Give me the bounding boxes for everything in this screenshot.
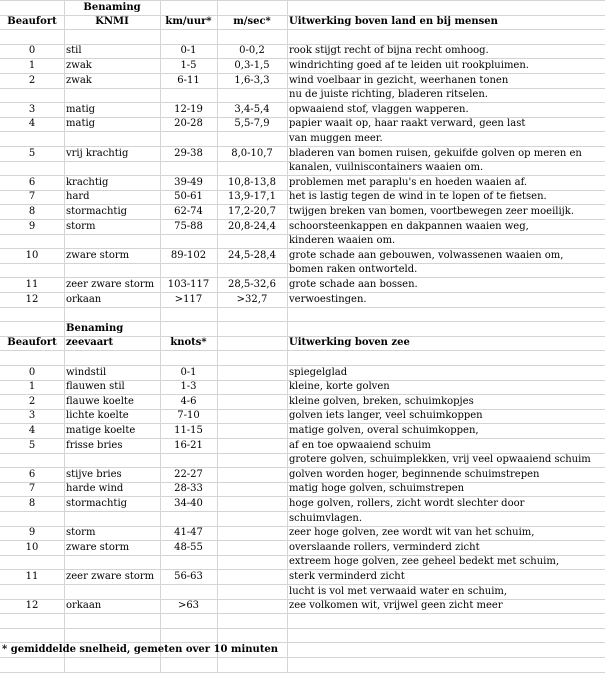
effect-zee: golven iets langer, veel schuimkoppen bbox=[289, 410, 483, 422]
kmh-range: 0-1 bbox=[180, 45, 197, 57]
knots-range: 41-47 bbox=[174, 527, 203, 539]
zeevaart-name: flauwe koelte bbox=[66, 395, 134, 407]
ms-range: >32,7 bbox=[236, 293, 268, 305]
kmh-range: 6-11 bbox=[177, 74, 200, 86]
effect-zee: spiegelglad bbox=[289, 366, 348, 378]
knmi-name: zwak bbox=[66, 74, 92, 86]
gridline-horizontal bbox=[0, 672, 605, 673]
effect-zee: kleine, korte golven bbox=[289, 381, 390, 393]
ms-range: 8,0-10,7 bbox=[231, 147, 273, 159]
kmh-range: 20-28 bbox=[174, 118, 203, 130]
beaufort-number-zee: 4 bbox=[28, 424, 36, 436]
effect-zee: matige golven, overal schuimkoppen, bbox=[289, 424, 479, 436]
kmh-range: 62-74 bbox=[174, 205, 203, 217]
ms-range: 10,8-13,8 bbox=[228, 176, 276, 188]
effect-zee: schuimvlagen. bbox=[289, 512, 363, 524]
footnote: * gemiddelde snelheid, gemeten over 10 minuten bbox=[2, 643, 279, 655]
knmi-name: matig bbox=[66, 118, 96, 130]
zeevaart-name: matige koelte bbox=[66, 424, 136, 436]
kmh-range: 89-102 bbox=[170, 249, 207, 261]
effect-land: opwaaiend stof, vlaggen wapperen. bbox=[289, 103, 469, 115]
ms-range: 24,5-28,4 bbox=[228, 249, 276, 261]
effect-land: papier waait op, haar raakt verward, geen last bbox=[289, 118, 526, 130]
beaufort-number: 0 bbox=[28, 45, 36, 57]
knmi-name: zeer zware storm bbox=[66, 278, 155, 290]
beaufort-number: 10 bbox=[25, 249, 39, 261]
beaufort-number-zee: 5 bbox=[28, 439, 36, 451]
header-beaufort-zee: Beaufort bbox=[7, 337, 57, 349]
zeevaart-name: zeer zware storm bbox=[66, 570, 155, 582]
knmi-name: orkaan bbox=[66, 293, 102, 305]
effect-land: grote schade aan bossen. bbox=[289, 278, 418, 290]
kmh-range: 39-49 bbox=[174, 176, 203, 188]
effect-land: wind voelbaar in gezicht, weerhanen tonen bbox=[289, 74, 509, 86]
beaufort-number: 5 bbox=[28, 147, 36, 159]
effect-land: bladeren van bomen ruisen, gekuifde golven op meren en bbox=[289, 147, 582, 159]
effect-land: bomen raken ontworteld. bbox=[289, 264, 418, 276]
knmi-name: stil bbox=[66, 45, 82, 57]
knots-range: 0-1 bbox=[180, 366, 197, 378]
zeevaart-name: stijve bries bbox=[66, 468, 122, 480]
effect-zee: sterk verminderd zicht bbox=[289, 570, 405, 582]
ms-range: 28,5-32,6 bbox=[228, 278, 276, 290]
zeevaart-name: frisse bries bbox=[66, 439, 123, 451]
beaufort-number: 8 bbox=[28, 205, 36, 217]
zeevaart-name: zware storm bbox=[66, 541, 130, 553]
effect-zee: matig hoge golven, schuimstrepen bbox=[289, 483, 465, 495]
beaufort-number: 3 bbox=[28, 103, 36, 115]
beaufort-number: 11 bbox=[25, 278, 39, 290]
ms-range: 3,4-5,4 bbox=[234, 103, 270, 115]
ms-range: 0,3-1,5 bbox=[234, 59, 270, 71]
header-beaufort: Beaufort bbox=[7, 16, 57, 28]
beaufort-number-zee: 1 bbox=[28, 381, 36, 393]
beaufort-number: 12 bbox=[25, 293, 39, 305]
ms-range: 20,8-24,4 bbox=[228, 220, 276, 232]
knmi-name: stormachtig bbox=[66, 205, 128, 217]
effect-zee: lucht is vol met verwaaid water en schuim, bbox=[289, 585, 508, 597]
beaufort-number-zee: 9 bbox=[28, 527, 36, 539]
knmi-name: matig bbox=[66, 103, 96, 115]
beaufort-number: 6 bbox=[28, 176, 36, 188]
beaufort-number: 7 bbox=[28, 191, 36, 203]
knots-range: 22-27 bbox=[174, 468, 203, 480]
beaufort-number: 4 bbox=[28, 118, 36, 130]
header-knots: knots* bbox=[170, 337, 207, 349]
beaufort-number: 1 bbox=[28, 59, 36, 71]
header-knmi: KNMI bbox=[95, 16, 129, 28]
zeevaart-name: harde wind bbox=[66, 483, 124, 495]
ms-range: 0-0,2 bbox=[239, 45, 265, 57]
beaufort-number-zee: 11 bbox=[25, 570, 39, 582]
knots-range: 11-15 bbox=[174, 424, 203, 436]
knmi-name: krachtig bbox=[66, 176, 109, 188]
knots-range: 28-33 bbox=[174, 483, 203, 495]
knots-range: 56-63 bbox=[174, 570, 203, 582]
ms-range: 17,2-20,7 bbox=[228, 205, 276, 217]
effect-zee: overslaande rollers, verminderd zicht bbox=[289, 541, 480, 553]
effect-land: schoorsteenkappen en dakpannen waaien weg, bbox=[289, 220, 529, 232]
effect-zee: golven worden hoger, beginnende schuimstrepen bbox=[289, 468, 540, 480]
kmh-range: 50-61 bbox=[174, 191, 203, 203]
beaufort-number-zee: 0 bbox=[28, 366, 36, 378]
knmi-name: zware storm bbox=[66, 249, 130, 261]
effect-land: problemen met paraplu's en hoeden waaien af. bbox=[289, 176, 528, 188]
beaufort-number: 9 bbox=[28, 220, 36, 232]
knmi-name: hard bbox=[66, 191, 90, 203]
effect-land: grote schade aan gebouwen, volwassenen waaien om, bbox=[289, 249, 564, 261]
kmh-range: 1-5 bbox=[180, 59, 197, 71]
knots-range: 1-3 bbox=[180, 381, 197, 393]
effect-land: het is lastig tegen de wind in te lopen of te fietsen. bbox=[289, 191, 547, 203]
zeevaart-name: storm bbox=[66, 527, 96, 539]
zeevaart-name: windstil bbox=[66, 366, 107, 378]
beaufort-number: 2 bbox=[28, 74, 36, 86]
knots-range: 34-40 bbox=[174, 497, 203, 509]
gridline-horizontal bbox=[0, 628, 605, 629]
effect-land: verwoestingen. bbox=[289, 293, 367, 305]
knots-range: 48-55 bbox=[174, 541, 203, 553]
knots-range: 16-21 bbox=[174, 439, 203, 451]
beaufort-number-zee: 12 bbox=[25, 600, 39, 612]
header-benaming-zee: Benaming bbox=[66, 322, 124, 334]
kmh-range: 29-38 bbox=[174, 147, 203, 159]
beaufort-number-zee: 8 bbox=[28, 497, 36, 509]
header-uitwerking-zee: Uitwerking boven zee bbox=[289, 337, 410, 349]
effect-zee: zee volkomen wit, vrijwel geen zicht meer bbox=[289, 600, 503, 612]
effect-zee: af en toe opwaaiend schuim bbox=[289, 439, 431, 451]
beaufort-number-zee: 2 bbox=[28, 395, 36, 407]
ms-range: 5,5-7,9 bbox=[234, 118, 270, 130]
ms-range: 13,9-17,1 bbox=[228, 191, 276, 203]
zeevaart-name: orkaan bbox=[66, 600, 102, 612]
beaufort-number-zee: 7 bbox=[28, 483, 36, 495]
zeevaart-name: stormachtig bbox=[66, 497, 128, 509]
ms-range: 1,6-3,3 bbox=[234, 74, 270, 86]
kmh-range: 103-117 bbox=[167, 278, 210, 290]
header-kmuur: km/uur* bbox=[165, 16, 212, 28]
effect-zee: kleine golven, breken, schuimkopjes bbox=[289, 395, 474, 407]
kmh-range: 12-19 bbox=[174, 103, 203, 115]
effect-land: nu de juiste richting, bladeren ritselen. bbox=[289, 89, 488, 101]
effect-zee: extreem hoge golven, zee geheel bedekt met schuim, bbox=[289, 556, 560, 568]
kmh-range: 75-88 bbox=[174, 220, 203, 232]
effect-zee: grotere golven, schuimplekken, vrij veel opwaaiend schuim bbox=[289, 454, 591, 466]
beaufort-number-zee: 6 bbox=[28, 468, 36, 480]
knmi-name: vrij krachtig bbox=[66, 147, 129, 159]
effect-land: van muggen meer. bbox=[289, 132, 383, 144]
zeevaart-name: lichte koelte bbox=[66, 410, 129, 422]
header-msec: m/sec* bbox=[233, 16, 271, 28]
knmi-name: zwak bbox=[66, 59, 92, 71]
knmi-name: storm bbox=[66, 220, 96, 232]
effect-land: kanalen, vuilniscontainers waaien om. bbox=[289, 162, 484, 174]
knots-range: 4-6 bbox=[180, 395, 197, 407]
effect-land: windrichting goed af te leiden uit rookpluimen. bbox=[289, 59, 529, 71]
effect-land: rook stijgt recht of bijna recht omhoog. bbox=[289, 45, 489, 57]
beaufort-number-zee: 3 bbox=[28, 410, 36, 422]
effect-zee: hoge golven, rollers, zicht wordt slechter door bbox=[289, 497, 525, 509]
header-uitwerking-land: Uitwerking boven land en bij mensen bbox=[289, 16, 498, 28]
zeevaart-name: flauwen stil bbox=[66, 381, 125, 393]
beaufort-number-zee: 10 bbox=[25, 541, 39, 553]
kmh-range: >117 bbox=[174, 293, 203, 305]
knots-range: 7-10 bbox=[177, 410, 200, 422]
header-benaming: Benaming bbox=[83, 1, 141, 13]
knots-range: >63 bbox=[177, 600, 200, 612]
effect-zee: zeer hoge golven, zee wordt wit van het schuim, bbox=[289, 527, 535, 539]
header-zeevaart: zeevaart bbox=[66, 337, 114, 349]
effect-land: twijgen breken van bomen, voortbewegen zeer moeilijk. bbox=[289, 205, 575, 217]
effect-land: kinderen waaien om. bbox=[289, 235, 396, 247]
